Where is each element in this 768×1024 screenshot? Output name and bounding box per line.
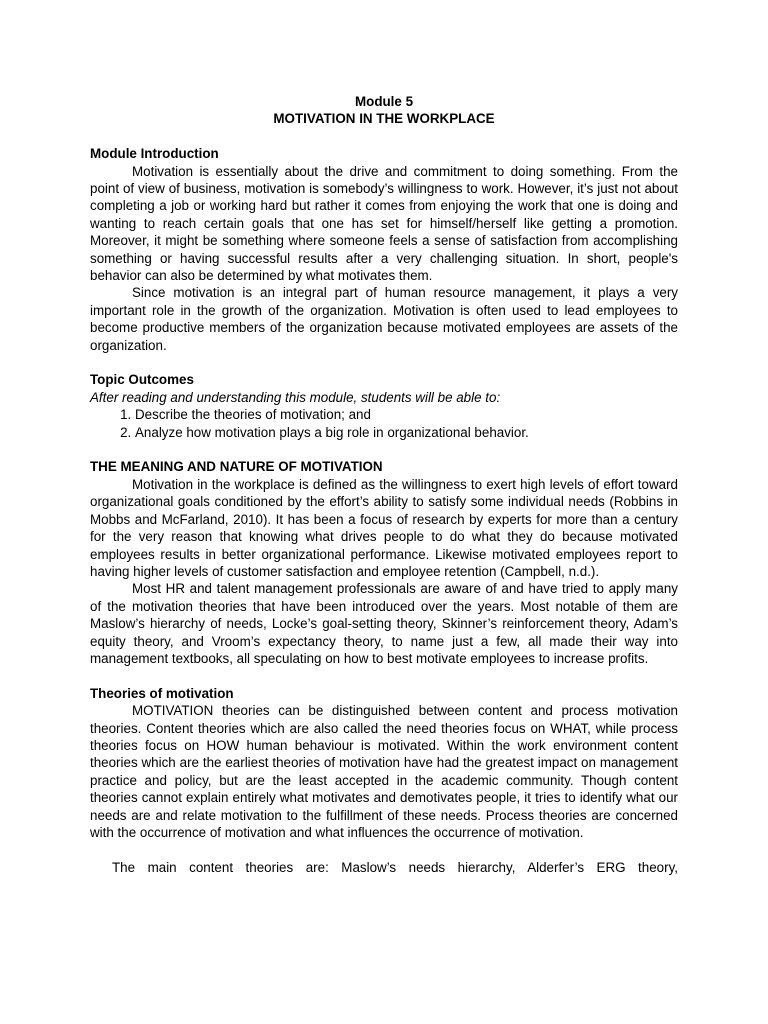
- theories-paragraph-2: The main content theories are: Maslow’s needs hierarchy, Alderfer’s ERG theory,: [112, 859, 678, 875]
- intro-heading: Module Introduction: [90, 146, 219, 162]
- outcome-item-1: 1. Describe the theories of motivation; and: [135, 406, 678, 423]
- module-number: Module 5: [354, 94, 414, 109]
- page-title: MOTIVATION IN THE WORKPLACE: [273, 111, 495, 127]
- intro-paragraph-1: Motivation is essentially about the drive and commitment to doing something. From the point of view of business, motivation is somebody’s willingness to work. However, it’s just not about completing a job or working hard but rather it comes from enjoying the work that one is doing and wanting to reach certain goals that one has set for himself/herself like getting a promotion. Moreover, it might be something where someone feels a sense of satisfaction from accomplishing something or having successful results after a very challenging situation. In short, people's behavior can also be determined by what motivates them.: [90, 163, 678, 284]
- outcomes-lead: After reading and understanding this module, students will be able to:: [90, 389, 501, 405]
- outcomes-heading: Topic Outcomes: [90, 372, 194, 388]
- meaning-paragraph-2: Most HR and talent management professionals are aware of and have tried to apply many of the motivation theories that have been introduced over the years. Most notable of them are Maslow’s hierarchy of needs, Locke’s goal-setting theory, Skinner’s reinforcement theory, Adam’s equity theory, and Vroom’s expectancy theory, to name just a few, all made their way into management textbooks, all speculating on how to best motivate employees to increase profits.: [90, 581, 678, 666]
- intro-paragraph-2: Since motivation is an integral part of human resource management, it plays a very important role in the growth of the organization. Motivation is often used to lead employees to become productive members of the organization because motivated employees are assets of the organization.: [90, 285, 678, 353]
- outcome-item-2: 2. Analyze how motivation plays a big role in organizational behavior.: [135, 424, 678, 441]
- meaning-heading: THE MEANING AND NATURE OF MOTIVATION: [90, 459, 383, 475]
- theories-paragraph-1: MOTIVATION theories can be distinguished between content and process motivation theories. Content theories which are also called the need theories focus on WHAT, while process theories focus on HOW human behaviour is motivated. Within the work environment content theories which are the earliest theories of motivation have had the greatest impact on management practice and policy, but are the least accepted in the academic community. Though content theories cannot explain entirely what motivates and demotivates people, it tries to identify what our needs are and relate motivation to the fulfillment of these needs. Process theories are concerned with the occurrence of motivation and what influences the occurrence of motivation.: [90, 703, 678, 840]
- meaning-paragraph-1: Motivation in the workplace is defined as the willingness to exert high levels of effort toward organizational goals conditioned by the effort’s ability to satisfy some individual needs (Robbins in Mobbs and McFarland, 2010). It has been a focus of research by experts for more than a century for the very reason that knowing what drives people to do what they do because motivated employees results in better organizational performance. Likewise motivated employees report to having higher levels of customer satisfaction and employee retention (Campbell, n.d.).: [90, 476, 678, 579]
- theories-heading: Theories of motivation: [90, 685, 234, 701]
- outcomes-list: [90, 406, 678, 441]
